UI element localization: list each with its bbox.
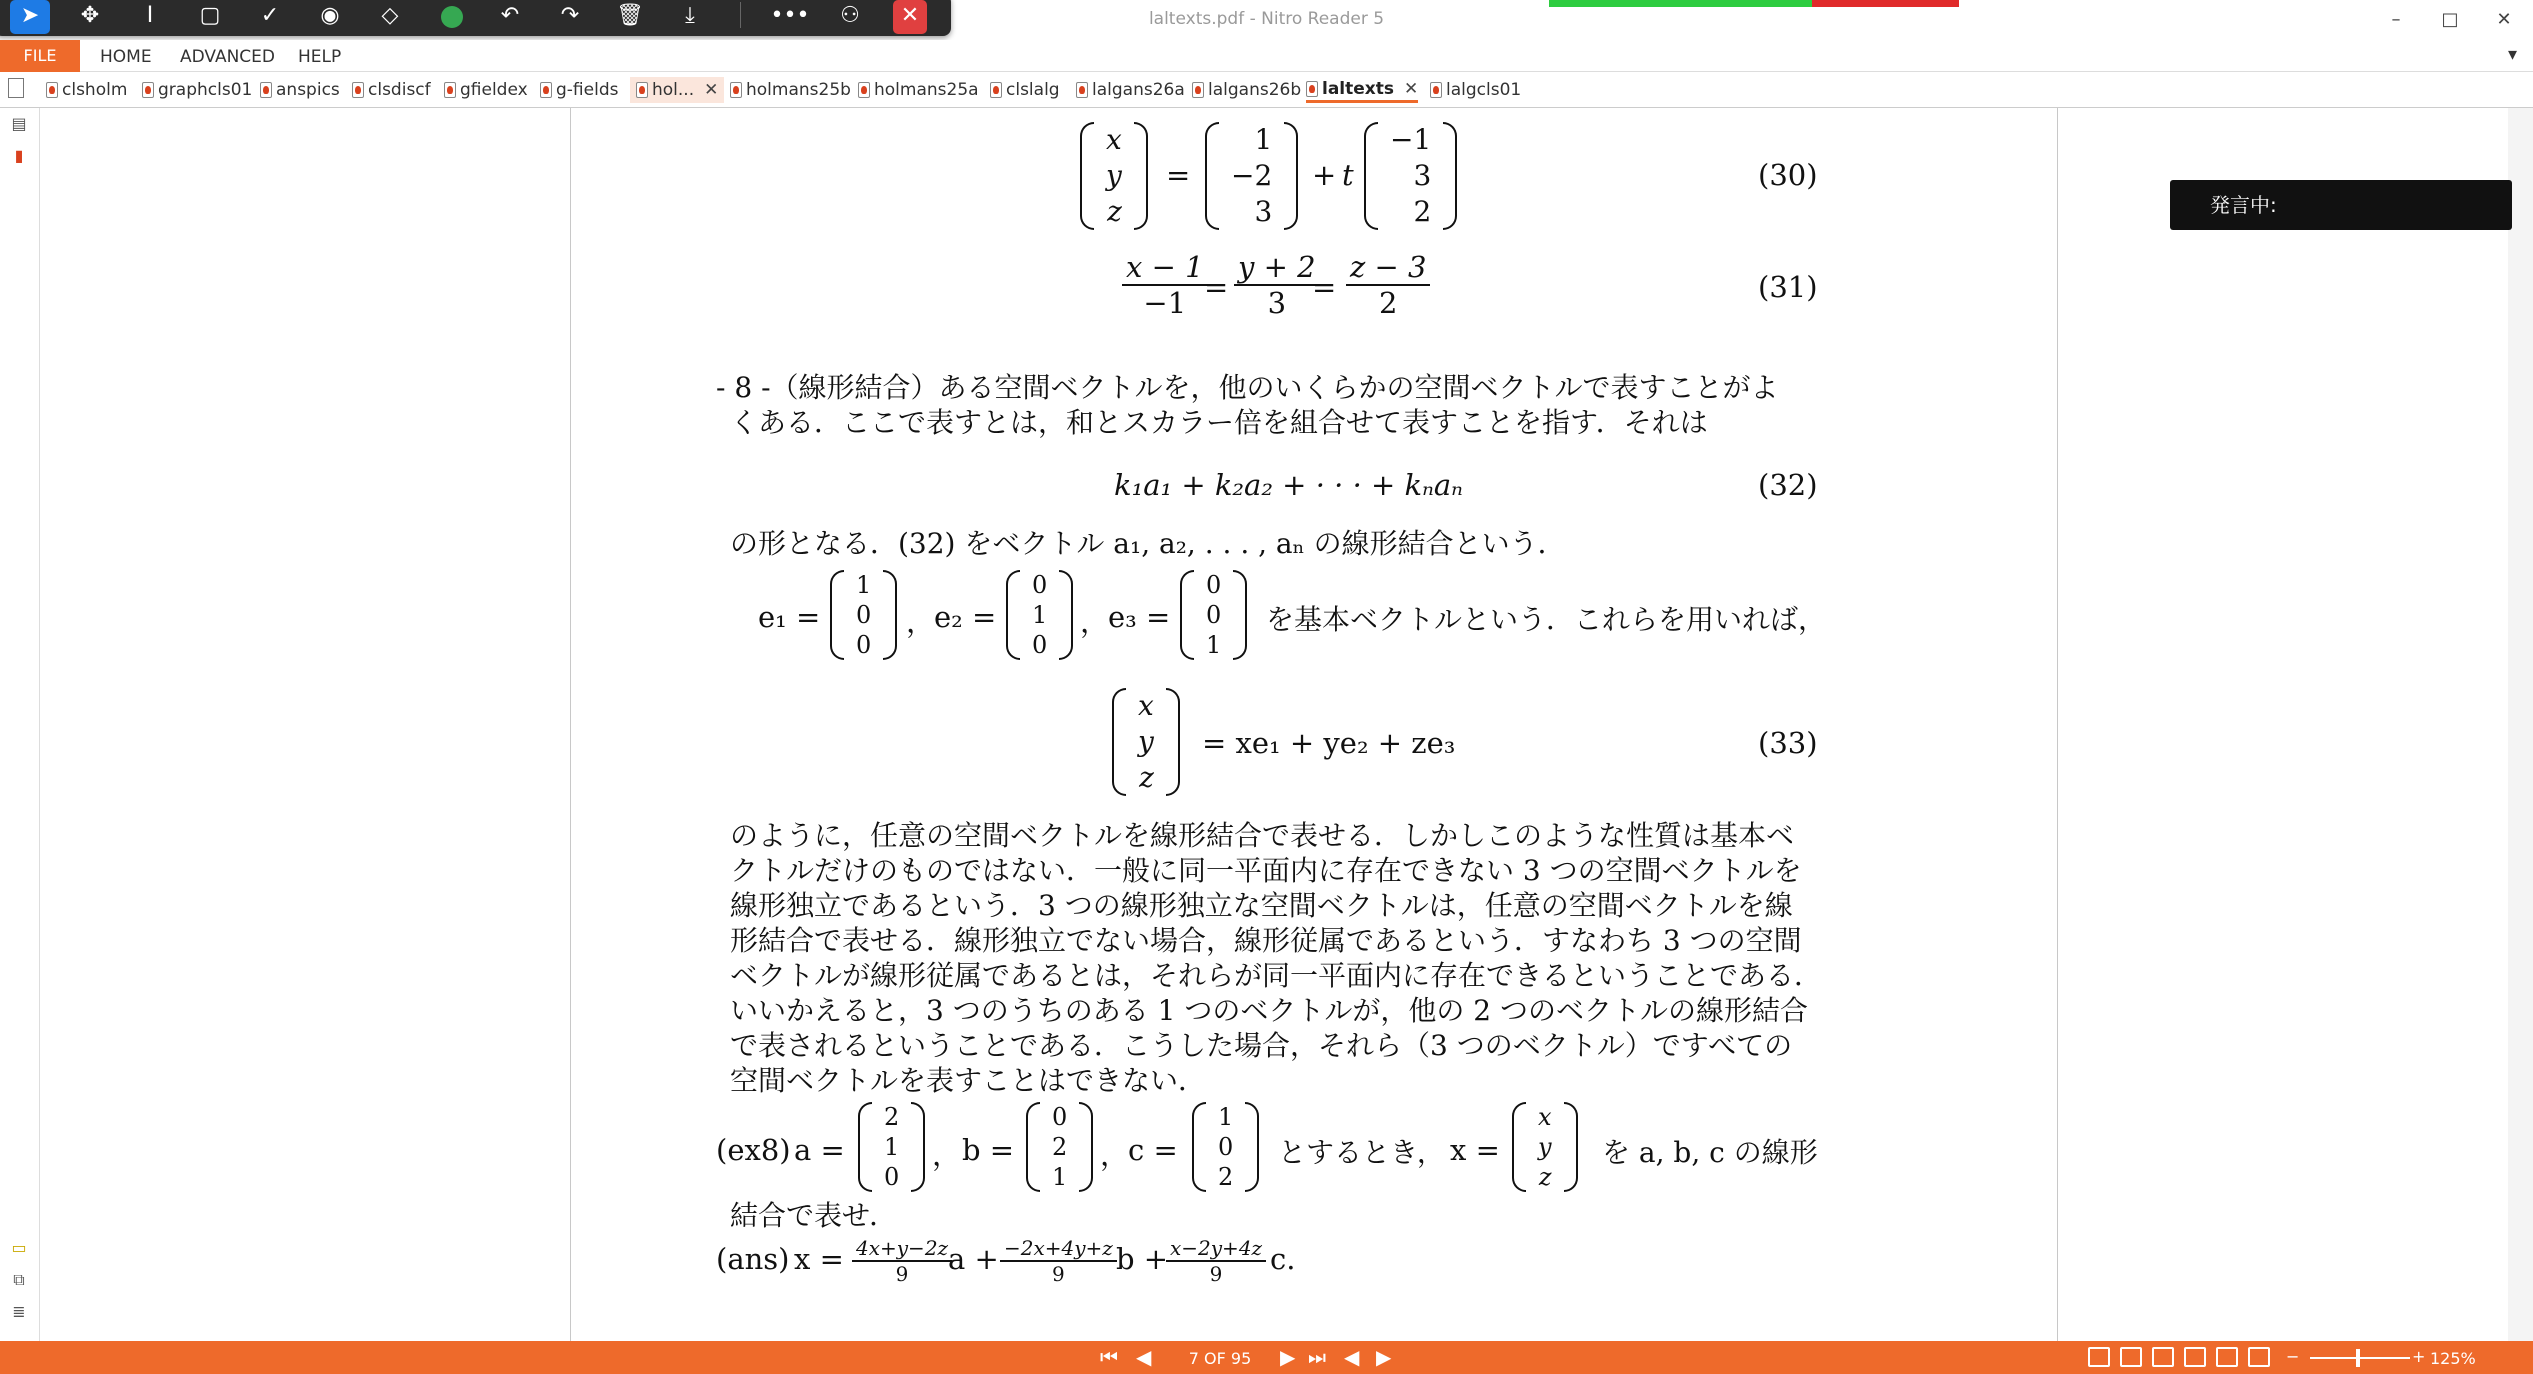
continuous-view-icon[interactable] (2120, 1347, 2142, 1367)
b-label: b = (962, 1133, 1015, 1167)
vector-xyz: x y z (1080, 122, 1148, 230)
equation-33-rhs: = xe₁ + ye₂ + ze₃ (1202, 726, 1456, 760)
record-icon[interactable] (441, 6, 463, 28)
comment-icon[interactable]: ▭ (11, 1238, 27, 1257)
single-page-view-icon[interactable] (2088, 1347, 2110, 1367)
tab-lalgans26a[interactable]: lalgans26a (1076, 77, 1185, 103)
c-label: c = (1128, 1133, 1178, 1167)
toolbar-divider (740, 2, 741, 28)
tab-anspics[interactable]: anspics (260, 77, 340, 103)
tab-lalgcls01[interactable]: lalgcls01 (1430, 77, 1521, 103)
zoom-level[interactable]: 125% (2430, 1349, 2476, 1368)
comma: ， (906, 605, 936, 639)
c-term: c. (1270, 1242, 1296, 1276)
tab-lalgans26b[interactable]: lalgans26b (1192, 77, 1301, 103)
redo-icon[interactable]: ↷ (560, 3, 580, 28)
layers-icon[interactable]: ≣ (12, 1302, 26, 1321)
menu-advanced[interactable]: ADVANCED (180, 47, 276, 67)
pdf-icon (260, 82, 272, 98)
check-icon[interactable]: ✓ (260, 3, 280, 28)
speaking-indicator: 発言中: (2170, 180, 2512, 230)
page-indicator[interactable]: 7 OF 95 (1188, 1349, 1252, 1368)
zoom-out-icon[interactable]: − (2286, 1347, 2300, 1366)
left-sidebar (0, 108, 40, 1341)
paragraph-linear-independence: のように，任意の空間ベクトルを線形結合で表せる．しかしこのような性質は基本ベ クトルだけのものではない．一般に同一平面内に存在できない 3 つの空間ベクトルを 線形独立であるという．3 つの線形独立な空間ベクトルは，任意の空間ベクトルを線 形結合で表せる．線形独立でない場合，線形従属であるという．すなわち 3 つの空間 ベクトルが線形従属であるとは，それらが同一平面内に存在できるということである． いいかえると，3 つのうちのある 1 つのベクトルが，他の 2 つのベクトルの線形結合 で表されるということである．こうした場合，それら（3 つのベクトル）ですべての 空間ベクトルを表すことはできない． (730, 819, 1823, 1097)
zoom-slider[interactable] (2310, 1357, 2410, 1359)
fraction-x: $\frac{x - 1}{-1}$ (1122, 250, 1208, 320)
fraction-ans-b: $\frac{-2x+4y+z}{9}$ (1000, 1236, 1117, 1286)
comma: ， (1080, 605, 1110, 639)
tab-clsdiscf[interactable]: clsdiscf (352, 77, 431, 103)
e1-label: e₁ = (758, 600, 821, 634)
comma: ， (1100, 1138, 1130, 1172)
person-icon[interactable]: ⚇ (840, 3, 860, 28)
chevron-down-icon[interactable]: ▾ (2508, 44, 2518, 65)
tab-g-fields[interactable]: g-fields (540, 77, 618, 103)
param-t: t (1342, 158, 1354, 192)
tab-hol[interactable]: hol... ✕ (630, 77, 724, 103)
close-window-button[interactable]: ✕ (2496, 9, 2512, 30)
ex8-label: (ex8) (716, 1133, 791, 1167)
more-icon[interactable]: ••• (770, 3, 810, 28)
menu-bar (0, 40, 2533, 72)
fraction-ans-c: $\frac{x-2y+4z}{9}$ (1166, 1236, 1266, 1286)
vector-b: 0 2 1 (1026, 1102, 1093, 1192)
pdf-icon (636, 82, 648, 98)
next-page-icon[interactable]: ▶ (1280, 1345, 1296, 1369)
pages-panel-icon[interactable]: ▮ (14, 146, 24, 165)
fraction-ans-a: $\frac{4x+y-2z}{9}$ (852, 1236, 952, 1286)
x-label: x = (794, 1242, 844, 1276)
document-icon (8, 78, 24, 98)
pdf-icon (142, 82, 154, 98)
tab-clslalg[interactable]: clslalg (990, 77, 1060, 103)
tab-holmans25b[interactable]: holmans25b (730, 77, 851, 103)
rectangle-icon[interactable]: ▢ (199, 3, 221, 28)
fraction-z: $\frac{z - 3}{2}$ (1346, 250, 1430, 320)
last-page-icon[interactable]: ⏭ (1308, 1345, 1326, 1369)
paragraph-linear-combination: - 8 -（線形結合）ある空間ベクトルを，他のいくらかの空間ベクトルで表すことがよ くある．ここで表すとは，和とスカラー倍を組合せて表すことを指す．それは (716, 371, 1779, 439)
trash-icon[interactable]: 🗑 (616, 3, 644, 28)
facing-continuous-view-icon[interactable] (2184, 1347, 2206, 1367)
menu-help[interactable]: HELP (298, 47, 342, 67)
back-view-icon[interactable]: ◀ (1344, 1345, 1360, 1369)
fraction-y: $\frac{y + 2}{3}$ (1234, 250, 1320, 320)
pointer-icon[interactable]: ➤ (10, 0, 50, 34)
vector-xyz-33: x y z (1112, 688, 1180, 796)
zoom-in-icon[interactable]: + (2412, 1347, 2426, 1366)
bookmark-panel-icon[interactable]: ▤ (11, 114, 27, 133)
target-icon[interactable]: ◉ (320, 3, 340, 28)
equals-sign: = (1312, 270, 1337, 304)
previous-page-icon[interactable]: ◀ (1136, 1345, 1152, 1369)
minimize-button[interactable]: – (2391, 9, 2401, 30)
menu-file[interactable]: FILE (0, 40, 80, 72)
tab-graphcls01[interactable]: graphcls01 (142, 77, 252, 103)
pdf-icon (1430, 82, 1442, 98)
comma: ， (932, 1138, 962, 1172)
e3-label: e₃ = (1108, 600, 1171, 634)
forward-view-icon[interactable]: ▶ (1376, 1345, 1392, 1369)
pdf-icon (858, 82, 870, 98)
equation-number-32: (32) (1758, 468, 1818, 502)
first-page-icon[interactable]: ⏮ (1100, 1345, 1118, 1369)
tab-clsholm[interactable]: clsholm (46, 77, 127, 103)
eraser-icon[interactable]: ◇ (381, 3, 399, 28)
undo-icon[interactable]: ↶ (500, 3, 520, 28)
fullscreen-icon[interactable] (2248, 1347, 2270, 1367)
attachments-icon[interactable]: ⧉ (13, 1270, 25, 1289)
vector-e2: 0 1 0 (1006, 570, 1073, 660)
a-term: a + (948, 1242, 999, 1276)
vector-e1: 1 0 0 (830, 570, 897, 660)
text-line-32: の形となる．(32) をベクトル a₁, a₂, . . . , aₙ の線形結合という． (730, 527, 1566, 560)
pdf-icon (1306, 81, 1318, 97)
equation-number-33: (33) (1758, 726, 1818, 760)
basis-text: を基本ベクトルという．これらを用いれば， (1266, 603, 1827, 636)
plus-sign: + (1312, 158, 1337, 192)
tab-holmans25a[interactable]: holmans25a (858, 77, 979, 103)
equation-number-30: (30) (1758, 158, 1818, 192)
vertical-scrollbar[interactable] (2508, 108, 2533, 1341)
tab-close-icon[interactable]: ✕ (704, 80, 719, 100)
tab-close-icon[interactable]: ✕ (1404, 78, 1419, 99)
equation-number-31: (31) (1758, 270, 1818, 304)
pdf-icon (990, 82, 1002, 98)
pdf-icon (1192, 82, 1204, 98)
vector-c: 1 0 2 (1192, 1102, 1259, 1192)
pdf-icon (730, 82, 742, 98)
vector-direction: −1 3 2 (1364, 122, 1457, 230)
equation-32: k₁a₁ + k₂a₂ + · · · + kₙaₙ (1114, 468, 1463, 502)
document-tab-bar (0, 72, 2533, 108)
pdf-icon (46, 82, 58, 98)
pdf-icon (540, 82, 552, 98)
tab-laltexts[interactable]: laltexts ✕ (1306, 77, 1418, 103)
floating-toolbar (0, 0, 951, 36)
ans-label: (ans) (716, 1242, 790, 1276)
status-bar (0, 1341, 2533, 1374)
vector-e3: 0 0 1 (1180, 570, 1247, 660)
window-title: laltexts.pdf - Nitro Reader 5 (1148, 9, 1385, 29)
ex8-line2: 結合で表せ． (730, 1199, 898, 1232)
equals-sign: = (1204, 270, 1229, 304)
maximize-button[interactable]: □ (2441, 9, 2459, 30)
vector-a: 2 1 0 (858, 1102, 925, 1192)
ex8-tail-text: を a, b, c の線形 (1602, 1136, 1818, 1169)
e2-label: e₂ = (934, 600, 997, 634)
equals-sign: = (1166, 158, 1191, 192)
b-term: b + (1116, 1242, 1169, 1276)
move-icon[interactable]: ✥ (80, 3, 100, 28)
zoom-slider-handle[interactable] (2356, 1349, 2360, 1367)
facing-view-icon[interactable] (2152, 1347, 2174, 1367)
x-label: x = (1450, 1133, 1500, 1167)
text-cursor-icon[interactable]: I (146, 3, 154, 28)
tab-gfieldex[interactable]: gfieldex (444, 77, 528, 103)
call-status-bar (1549, 0, 1959, 7)
pdf-icon (444, 82, 456, 98)
ex8-mid-text: とするとき， (1278, 1136, 1445, 1169)
close-icon[interactable]: ✕ (893, 0, 927, 34)
pdf-icon (352, 82, 364, 98)
a-label: a = (794, 1133, 845, 1167)
reading-mode-icon[interactable] (2216, 1347, 2238, 1367)
vector-point: 1 −2 3 (1205, 122, 1298, 230)
vector-x: x y z (1512, 1102, 1578, 1192)
download-icon[interactable]: ⤓ (685, 3, 695, 28)
menu-home[interactable]: HOME (100, 47, 152, 67)
pdf-icon (1076, 82, 1088, 98)
